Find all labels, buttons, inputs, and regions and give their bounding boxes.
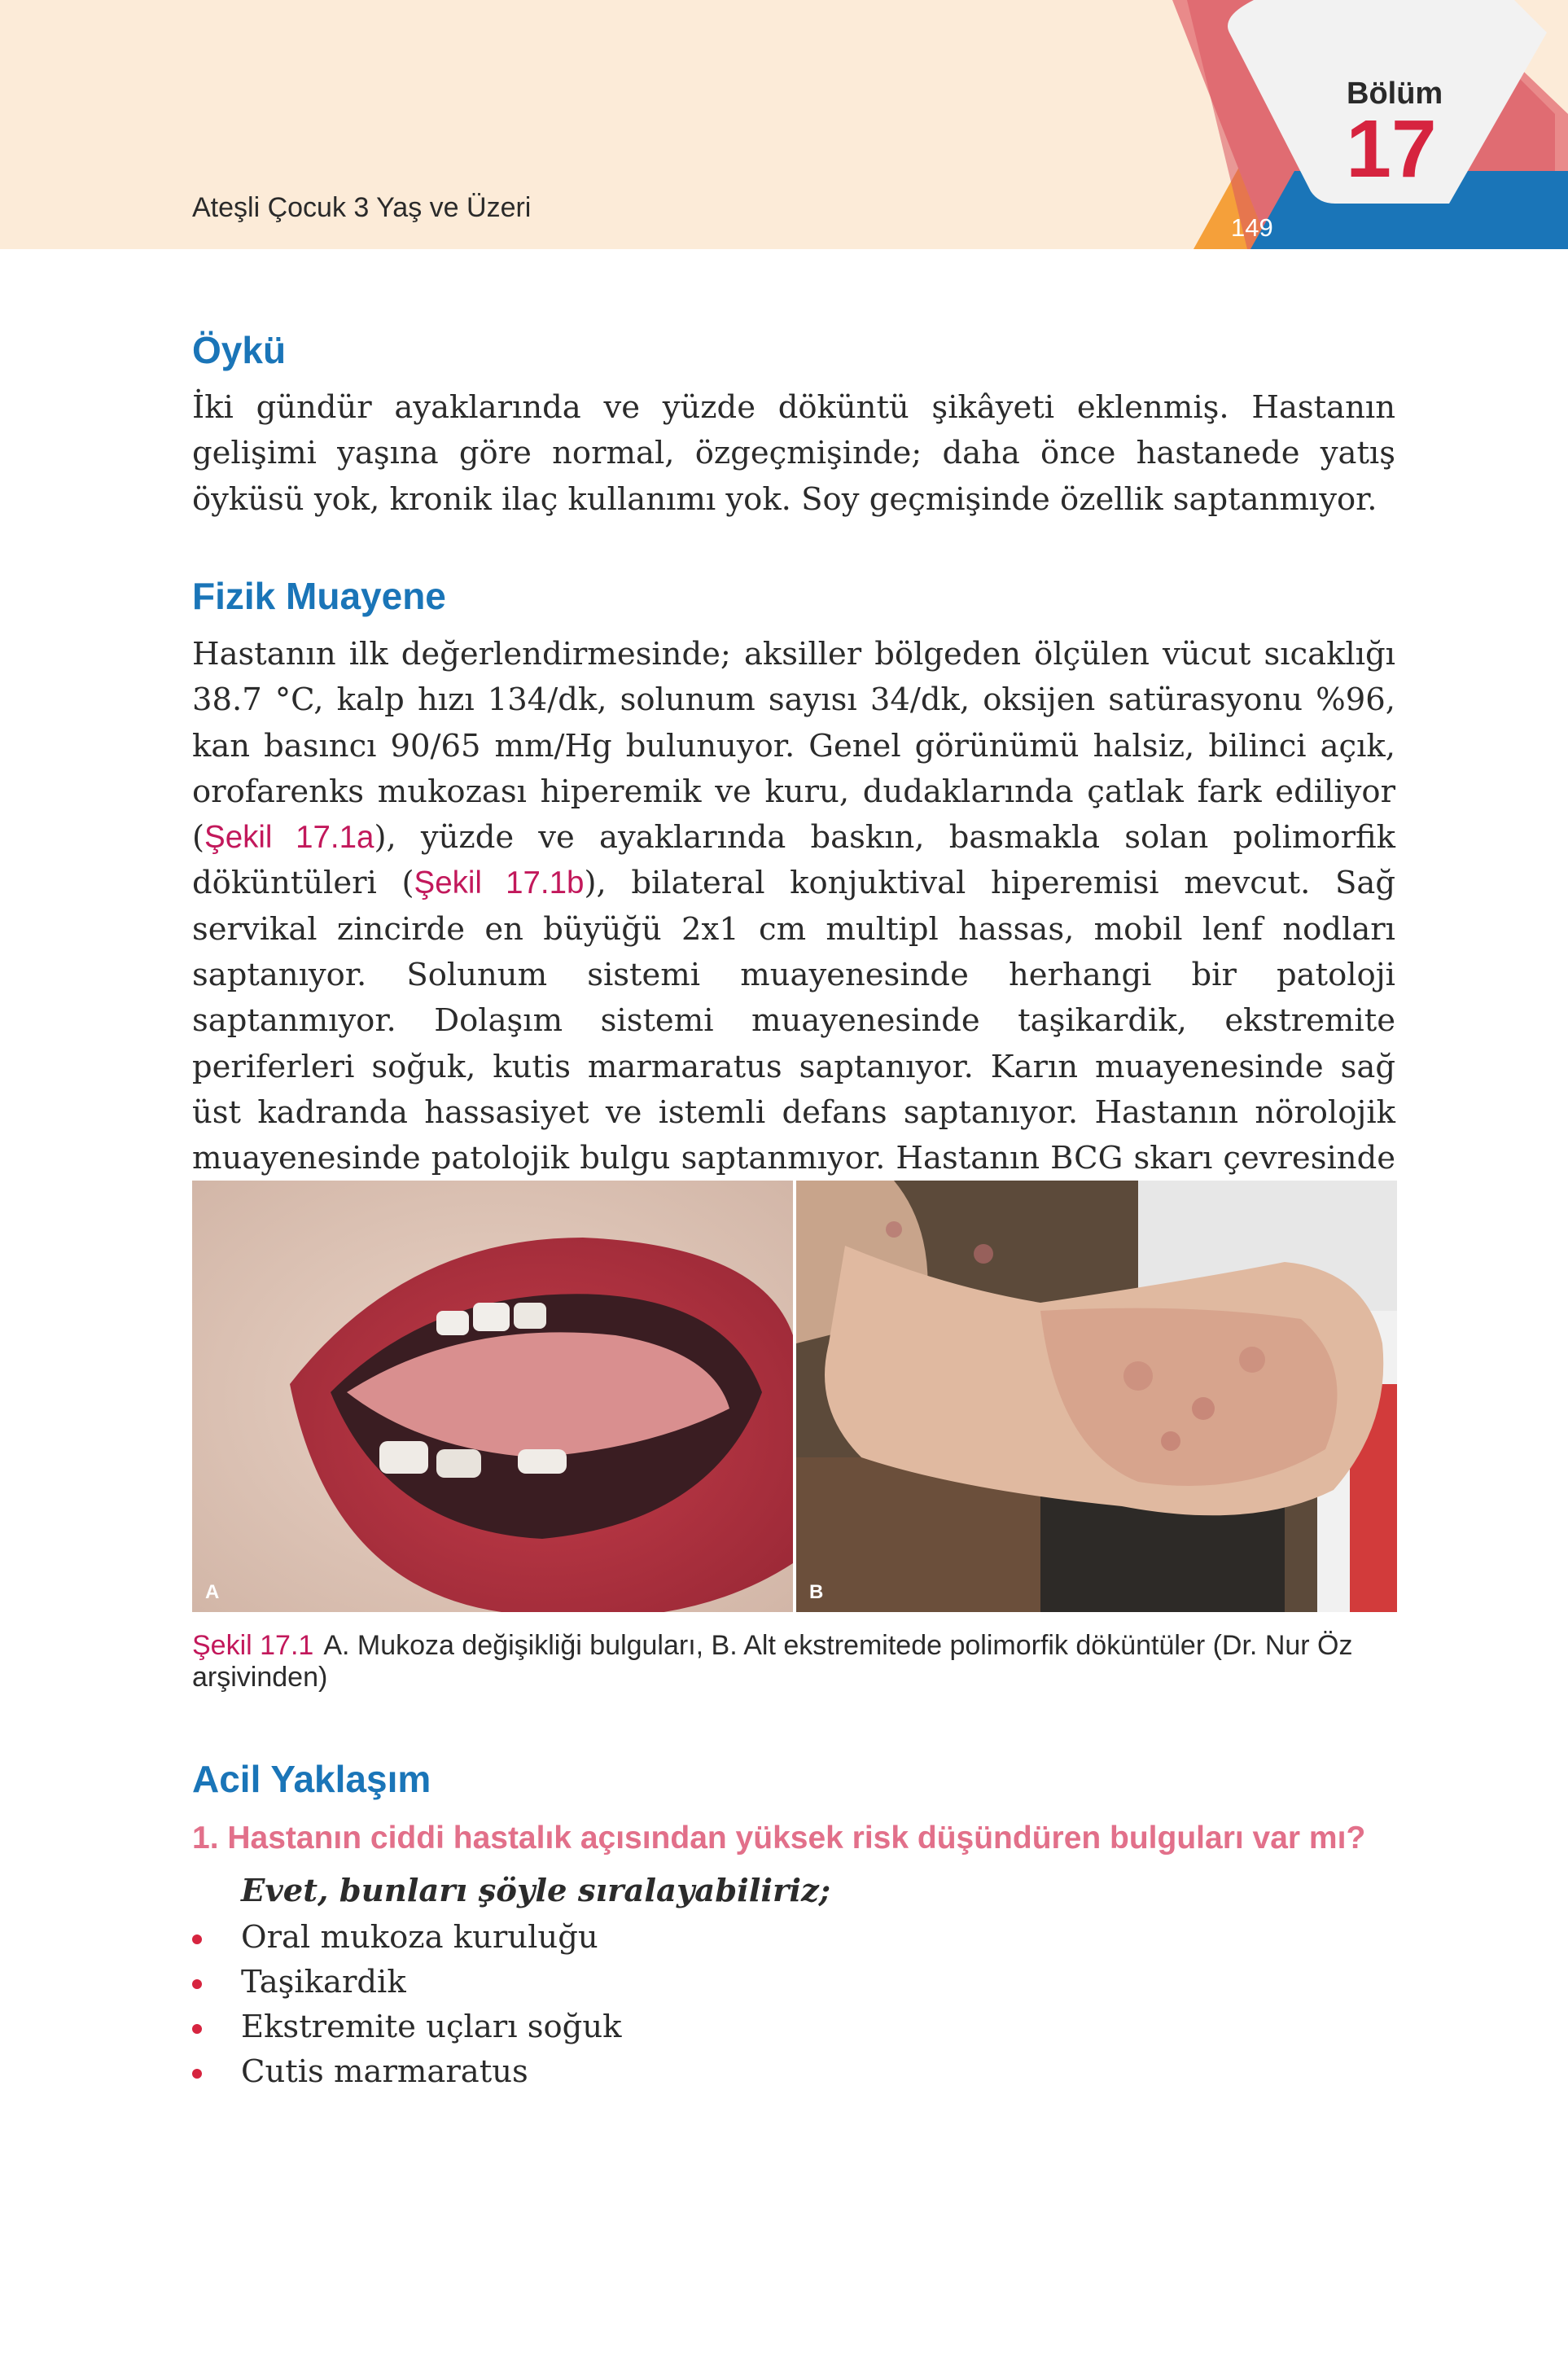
figure-label-b: B <box>809 1581 824 1603</box>
exam-text-part-3: ), bilateral konjuktival hiperemisi mevcut. Sağ servikal zincirde en büyüğü 2x1 cm multipl hassas, mobil lenf nodları saptanıyor. Solunum sistemi muayenesinde herhangi bir patoloji saptanmıyor. Dolaşım sistemi muayenesinde taşikardik, ekstremite periferleri soğuk, kutis marmaratus saptanıyor. Karın muayenesinde sağ üst kadranda hassasiyet ve istemli defans saptanıyor. Hastanın nörolojik muayenesinde patolojik bulgu saptanmıyor. Hastanın BCG skarı çevresinde <box>192 865 1396 1177</box>
figure-ref-b[interactable]: Şekil 17.1b <box>414 865 585 901</box>
bullet-icon <box>192 2069 202 2079</box>
figure-image-a-mouth <box>192 1181 793 1612</box>
caption-text: A. Mukoza değişikliği bulguları, B. Alt ekstremitede polimorfik döküntüler (Dr. Nur Öz arşivinden) <box>192 1630 1353 1693</box>
caption-label: Şekil 17.1 <box>192 1630 314 1661</box>
exam-text-part-2: ), yüzde ve ayaklarında baskın, basmakla solan polimorfik döküntüleri ( <box>192 819 1395 902</box>
foot-photo <box>796 1181 1397 1612</box>
risk-findings-list <box>192 1915 621 2094</box>
mouth-photo <box>192 1181 793 1612</box>
bullet-icon <box>192 2024 202 2034</box>
answer-intro: Evet, bunları şöyle sıralayabiliriz; <box>241 1873 831 1909</box>
figure-ref-a[interactable]: Şekil 17.1a <box>204 820 374 856</box>
section-heading-history: Öykü <box>192 329 287 371</box>
bullet-icon <box>192 1979 202 1989</box>
section-heading-approach: Acil Yaklaşım <box>192 1758 431 1800</box>
list-item: Cutis marmaratus <box>192 2049 621 2094</box>
chapter-word: Bölüm <box>1347 77 1443 111</box>
exam-text-part-1: Hastanın ilk değerlendirmesinde; aksiller bölgeden ölçülen vücut sıcaklığı 38.7 °C, kalp hızı 134/dk, solunum sayısı 34/dk, oksijen satürasyonu %96, kan basıncı 90/65 mm/Hg bulunuyor. Genel görünümü halsiz, bilinci açık, orofarenks mukozası hiperemik ve kuru, dudaklarında çatlak fark ediliyor ( <box>192 636 1395 857</box>
list-item: Oral mukoza kuruluğu <box>192 1915 621 1960</box>
figure-label-a: A <box>205 1581 220 1603</box>
running-title: Ateşli Çocuk 3 Yaş ve Üzeri <box>192 192 532 223</box>
chapter-number: 17 <box>1346 103 1437 195</box>
section-heading-exam: Fizik Muayene <box>192 575 446 617</box>
figure-caption <box>192 1630 1397 1693</box>
page-number: 149 <box>1231 213 1273 242</box>
list-item: Taşikardik <box>192 1960 621 2005</box>
figure-image-b-foot <box>796 1181 1397 1612</box>
question-1: 1. Hastanın ciddi hastalık açısından yüksek risk düşündüren bulguları var mı? <box>192 1821 1366 1856</box>
history-paragraph: İki gündür ayaklarında ve yüzde döküntü şikâyeti eklenmiş. Hastanın gelişimi yaşına göre normal, özgeçmişinde; daha önce hastanede yatış öyküsü yok, kronik ilaç kullanımı yok. Soy geçmişinde özellik saptanmıyor. <box>192 389 1395 518</box>
bullet-icon <box>192 1934 202 1944</box>
list-item: Ekstremite uçları soğuk <box>192 2005 621 2049</box>
exam-paragraph <box>192 632 1395 1228</box>
